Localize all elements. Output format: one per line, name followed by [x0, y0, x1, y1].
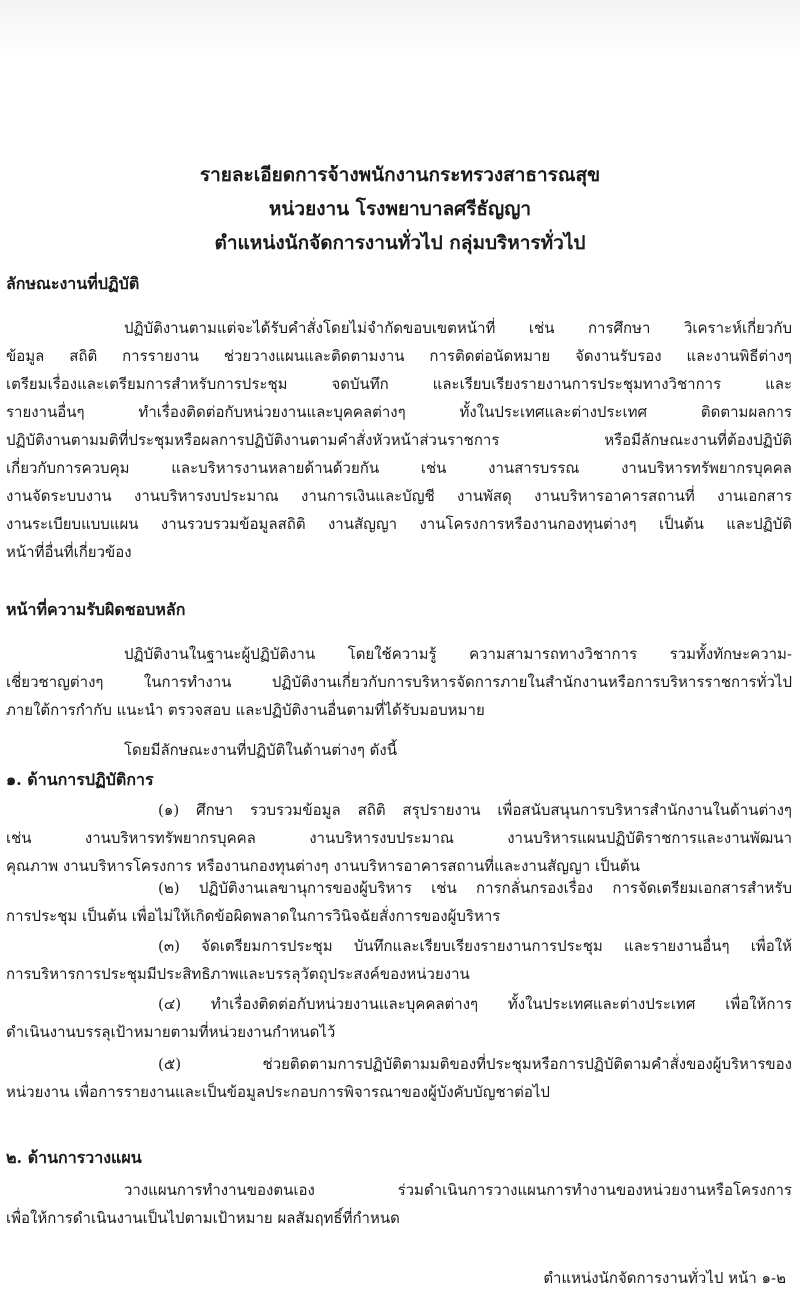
subsection-heading-operations: ๑. ด้านการปฏิบัติการ — [6, 770, 154, 789]
paragraph-line: วางแผนการทำงานของตนเอง ร่วมดำเนินการวางแผนการทำงานของหน่วยงานหรือโครงการ — [124, 1181, 792, 1199]
operations-item-5 — [6, 1050, 792, 1106]
operations-item-1 — [6, 796, 792, 880]
paragraph-line: เตรียมเรื่องและเตรียมการสำหรับการประชุม จดบันทึก และเรียบเรียงรายงานการประชุมทางวิชาการ และ — [6, 375, 792, 393]
agency-name: หน่วยงาน โรงพยาบาลศรีธัญญา — [268, 198, 532, 220]
paragraph-line: งานระเบียบแบบแผน งานรวบรวมข้อมูลสถิติ งานสัญญา งานโครงการหรืองานกองทุนต่างๆ เป็นต้น และปฏิบัติ — [6, 515, 792, 533]
paragraph-line: ปฏิบัติงานตามมติที่ประชุมหรือผลการปฏิบัติงานตามคำสั่งหัวหน้าส่วนราชการ หรือมีลักษณะงานที่ต้องปฏิบัติ — [6, 431, 792, 449]
section-heading-job-description: ลักษณะงานที่ปฏิบัติ — [6, 274, 140, 293]
paragraph-line: ภายใต้การกำกับ แนะนำ ตรวจสอบ และปฏิบัติงานอื่นตามที่ได้รับมอบหมาย — [6, 701, 485, 719]
list-item-line: (๑) ศึกษา รวบรวมข้อมูล สถิติ สรุปรายงาน เพื่อสนับสนุนการบริหารสำนักงานในด้านต่างๆ — [158, 801, 792, 819]
responsibilities-paragraph — [6, 640, 792, 724]
paragraph-line: เพื่อให้การดำเนินงานเป็นไปตามเป้าหมาย ผลสัมฤทธิ์ที่กำหนด — [6, 1209, 400, 1227]
list-item-line: การบริหารการประชุมมีประสิทธิภาพและบรรลุวัตถุประสงค์ของหน่วยงาน — [6, 965, 470, 983]
position-name: ตำแหน่งนักจัดการงานทั่วไป กลุ่มบริหารทั่วไป — [214, 232, 586, 254]
operations-item-2 — [6, 874, 792, 930]
document-title-block — [0, 158, 800, 260]
list-item-line: คุณภาพ งานบริหารโครงการ หรืองานกองทุนต่างๆ งานบริหารอาคารสถานที่และงานสัญญา เป็นต้น — [6, 857, 640, 875]
paragraph-line: ปฏิบัติงานตามแต่จะได้รับคำสั่งโดยไม่จำกัดขอบเขตหน้าที่ เช่น การศึกษา วิเคราะห์เกี่ยวกับ — [124, 319, 792, 337]
job-description-paragraph — [6, 314, 792, 566]
list-item-line: (๕) ช่วยติดตามการปฏิบัติตามมติของที่ประชุมหรือการปฏิบัติตามคำสั่งของผู้บริหารของ — [158, 1055, 792, 1073]
list-item-line: (๔) ทำเรื่องติดต่อกับหน่วยงานและบุคคลต่างๆ ทั้งในประเทศและต่างประเทศ เพื่อให้การ — [158, 995, 792, 1013]
planning-paragraph — [6, 1176, 792, 1232]
paragraph-line: หน้าที่อื่นที่เกี่ยวข้อง — [6, 543, 132, 561]
paragraph-line: รายงานอื่นๆ ทำเรื่องติดต่อกับหน่วยงานและบุคคลต่างๆ ทั้งในประเทศและต่างประเทศ ติดตามผลการ — [6, 403, 792, 421]
paragraph-line: โดยมีลักษณะงานที่ปฏิบัติในด้านต่างๆ ดังนี้ — [124, 741, 397, 759]
document-title: รายละเอียดการจ้างพนักงานกระทรวงสาธารณสุข — [199, 164, 601, 186]
list-item-line: (๒) ปฏิบัติงานเลขานุการของผู้บริหาร เช่น การกลั่นกรองเรื่อง การจัดเตรียมเอกสารสำหรับ — [158, 879, 792, 897]
operations-item-3 — [6, 932, 792, 988]
page-footer: ตำแหน่งนักจัดการงานทั่วไป หน้า ๑-๒ — [543, 1269, 786, 1287]
list-item-line: (๓) จัดเตรียมการประชุม บันทึกและเรียบเรียงรายงานการประชุม และรายงานอื่นๆ เพื่อให้ — [158, 937, 792, 955]
operations-item-4 — [6, 990, 792, 1046]
paragraph-line: เชี่ยวชาญต่างๆ ในการทำงาน ปฏิบัติงานเกี่ยวกับการบริหารจัดการภายในสำนักงานหรือการบริหารราชการทั่วไป — [6, 673, 792, 691]
list-item-line: การประชุม เป็นต้น เพื่อไม่ให้เกิดข้อผิดพลาดในการวินิจฉัยสั่งการของผู้บริหาร — [6, 907, 501, 925]
paragraph-line: เกี่ยวกับการควบคุม และบริหารงานหลายด้านด้วยกัน เช่น งานสารบรรณ งานบริหารทรัพยากรบุคคล — [6, 459, 792, 477]
paragraph-line: ข้อมูล สถิติ การรายงาน ช่วยวางแผนและติดตามงาน การติดต่อนัดหมาย จัดงานรับรอง และงานพิธีต่างๆ — [6, 347, 792, 365]
section-heading-responsibilities: หน้าที่ความรับผิดชอบหลัก — [6, 600, 186, 619]
responsibilities-intro — [6, 736, 792, 764]
subsection-heading-planning: ๒. ด้านการวางแผน — [6, 1148, 142, 1167]
paragraph-line: ปฏิบัติงานในฐานะผู้ปฏิบัติงาน โดยใช้ความรู้ ความสามารถทางวิชาการ รวมทั้งทักษะความ- — [124, 645, 792, 663]
list-item-line: ดำเนินงานบรรลุเป้าหมายตามที่หน่วยงานกำหนดไว้ — [6, 1023, 336, 1041]
paragraph-line: งานจัดระบบงาน งานบริหารงบประมาณ งานการเงินและบัญชี งานพัสดุ งานบริหารอาคารสถานที่ งานเอกสาร — [6, 487, 792, 505]
list-item-line: เช่น งานบริหารทรัพยากรบุคคล งานบริหารงบประมาณ งานบริหารแผนปฏิบัติราชการและงานพัฒนา — [6, 829, 792, 847]
list-item-line: หน่วยงาน เพื่อการรายงานและเป็นข้อมูลประกอบการพิจารณาของผู้บังคับบัญชาต่อไป — [6, 1083, 550, 1101]
